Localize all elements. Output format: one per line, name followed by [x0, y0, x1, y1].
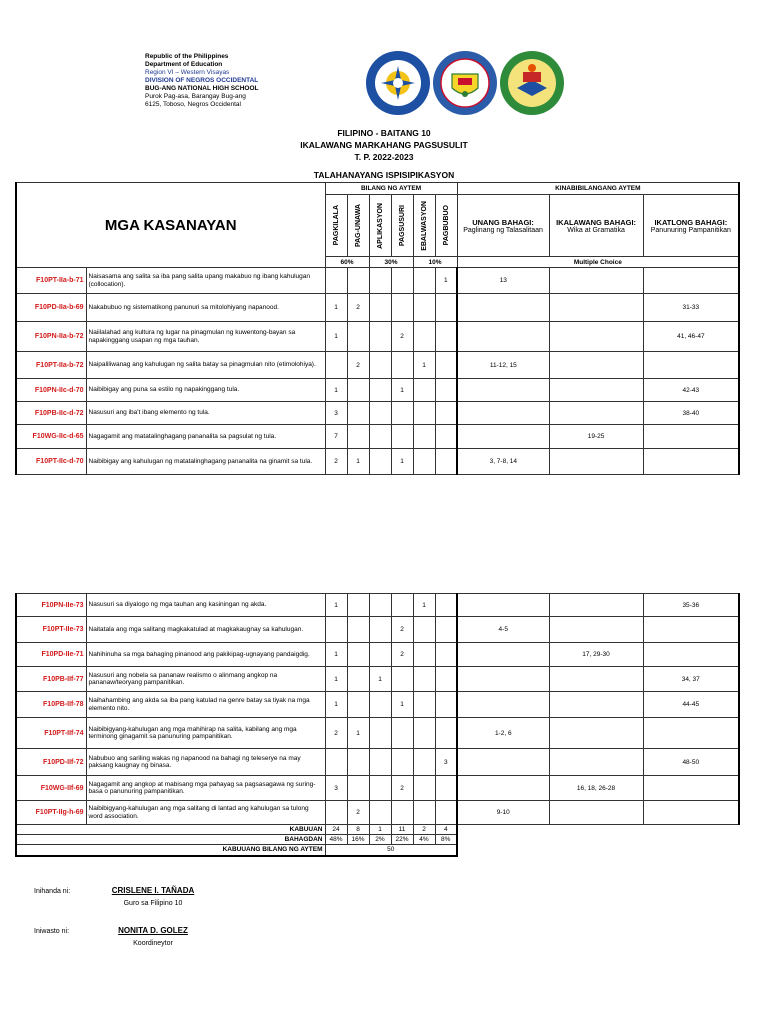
item-count: 1 — [413, 594, 435, 617]
item-count — [413, 402, 435, 425]
item-count — [347, 617, 369, 643]
ikatlong-bahagi-items: 35-36 — [643, 594, 739, 617]
ikatlong-bahagi-items: 44-45 — [643, 692, 739, 718]
bahagdan-value: 2% — [369, 835, 391, 845]
competency-text: Nagagamit ang angkop at mabisang mga pahayag sa pagsasagawa ng suring-basa o panunuring pampanitikan. — [86, 776, 325, 801]
table-row — [16, 379, 739, 402]
checked-block — [98, 926, 208, 947]
kabuuan-value: 24 — [325, 825, 347, 835]
competency-code: F10PB-IIc-d-72 — [16, 402, 86, 425]
competency-code: F10WG-IIf-69 — [16, 776, 86, 801]
item-count — [435, 352, 457, 379]
competency-code: F10PN-IIe-73 — [16, 594, 86, 617]
competency-text: Nabubuo ang sariling wakas ng napanood na bahagi ng teleserye na may paksang kaugnay ng binasa. — [86, 749, 325, 776]
bahagdan-value: 8% — [435, 835, 457, 845]
item-count — [369, 425, 391, 449]
item-count — [435, 402, 457, 425]
ikatlong-bahagi-items — [643, 425, 739, 449]
header-kasanayan: MGA KASANAYAN — [16, 183, 325, 268]
unang-bahagi-items: 4-5 — [457, 617, 549, 643]
item-count — [369, 749, 391, 776]
kabuuan-value: 11 — [391, 825, 413, 835]
unang-bahagi-items: 13 — [457, 268, 549, 294]
item-count — [347, 425, 369, 449]
col-pagbubuo: PAGBUBUO — [435, 195, 457, 257]
bahagdan-value: 4% — [413, 835, 435, 845]
competency-text: Naibibigay ang kahulugan ng matatalinghagang pananalita na ginamit sa tula. — [86, 449, 325, 475]
item-count — [435, 776, 457, 801]
unang-bahagi-items — [457, 379, 549, 402]
ikatlong-bahagi-items — [643, 718, 739, 749]
col-ikatlong-bahagi: IKATLONG BAHAGI: Panunuring Pampanitikan — [643, 195, 739, 257]
division-seal-logo — [432, 50, 498, 116]
ikalawang-bahagi-items — [549, 692, 643, 718]
ikalawang-bahagi-items — [549, 718, 643, 749]
item-count — [347, 379, 369, 402]
item-count — [347, 667, 369, 692]
table-row — [16, 718, 739, 749]
doc-title-year: T. P. 2022-2023 — [354, 152, 414, 162]
item-count — [413, 749, 435, 776]
ikalawang-bahagi-items — [549, 268, 643, 294]
item-count — [391, 801, 413, 825]
item-count: 1 — [325, 643, 347, 667]
total-items-value: 50 — [325, 845, 457, 856]
item-count — [413, 425, 435, 449]
item-count: 1 — [325, 692, 347, 718]
ikatlong-bahagi-items: 42-43 — [643, 379, 739, 402]
competency-code: F10PT-IIg-h-69 — [16, 801, 86, 825]
pct-10: 10% — [413, 257, 457, 268]
bahagdan-label: BAHAGDAN — [16, 835, 325, 845]
item-count — [391, 294, 413, 322]
item-count — [391, 425, 413, 449]
item-count — [413, 801, 435, 825]
ikatlong-bahagi-items: 31-33 — [643, 294, 739, 322]
ikalawang-bahagi-items — [549, 667, 643, 692]
item-count — [435, 294, 457, 322]
item-count: 1 — [325, 379, 347, 402]
competency-text: Naibibigay ang puna sa estilo ng napakinggang tula. — [86, 379, 325, 402]
competency-text: Naibibigyang-kahulugan ang mga salitang di lantad ang kahulugan sa tulong word association. — [86, 801, 325, 825]
item-count: 1 — [347, 718, 369, 749]
item-count — [347, 692, 369, 718]
item-count — [369, 352, 391, 379]
competency-code: F10PN-IIc-d-70 — [16, 379, 86, 402]
item-count: 2 — [347, 352, 369, 379]
header-line: Region VI – Western Visayas — [145, 69, 230, 76]
competency-code: F10PB-IIf-78 — [16, 692, 86, 718]
unang-bahagi-items: 11-12, 15 — [457, 352, 549, 379]
kabuuan-value: 1 — [369, 825, 391, 835]
ikalawang-bahagi-items: 17, 29-30 — [549, 643, 643, 667]
school-header — [145, 53, 259, 109]
table-row — [16, 617, 739, 643]
item-count — [369, 402, 391, 425]
unang-bahagi-items: 9-10 — [457, 801, 549, 825]
checked-role: Koordineytor — [133, 940, 173, 947]
item-count — [435, 692, 457, 718]
item-count — [369, 294, 391, 322]
item-count — [435, 718, 457, 749]
item-count — [369, 776, 391, 801]
kabuuan-value: 2 — [413, 825, 435, 835]
school-seal-logo — [499, 50, 565, 116]
item-count — [369, 643, 391, 667]
ikalawang-bahagi-items — [549, 449, 643, 475]
item-count — [325, 801, 347, 825]
item-count — [435, 322, 457, 352]
item-count — [391, 667, 413, 692]
item-count — [347, 776, 369, 801]
table-row — [16, 692, 739, 718]
competency-text: Naisasama ang salita sa iba pang salita upang makabuo ng ibang kahulugan (collocation). — [86, 268, 325, 294]
competency-code: F10PB-IIf-77 — [16, 667, 86, 692]
item-count — [435, 449, 457, 475]
unang-bahagi-items — [457, 402, 549, 425]
table-row — [16, 449, 739, 475]
item-count — [325, 749, 347, 776]
item-count — [413, 379, 435, 402]
ikalawang-bahagi-items — [549, 322, 643, 352]
competency-text: Naihahambing ang akda sa iba pang katulad na genre batay sa tiyak na mga elemento nito. — [86, 692, 325, 718]
unang-bahagi-items — [457, 667, 549, 692]
item-count — [347, 643, 369, 667]
table-row — [16, 268, 739, 294]
pct-60: 60% — [325, 257, 369, 268]
specification-table-1 — [15, 182, 740, 475]
item-count: 2 — [347, 294, 369, 322]
item-count — [413, 322, 435, 352]
ikatlong-bahagi-items — [643, 617, 739, 643]
item-count: 1 — [391, 379, 413, 402]
competency-code: F10WG-IIc-d-65 — [16, 425, 86, 449]
item-count — [369, 449, 391, 475]
doc-title-exam: IKALAWANG MARKAHANG PAGSUSULIT — [300, 140, 468, 150]
item-count — [369, 379, 391, 402]
competency-text: Naitatala ang mga salitang magkakatulad at magkakaugnay sa kahulugan. — [86, 617, 325, 643]
ikalawang-bahagi-items — [549, 801, 643, 825]
unang-bahagi-items — [457, 749, 549, 776]
header-line: Republic of the Philippines — [145, 53, 229, 60]
unang-bahagi-items — [457, 294, 549, 322]
item-count — [413, 667, 435, 692]
item-count — [347, 749, 369, 776]
specification-table-2 — [15, 593, 740, 857]
competency-code: F10PD-IIa-b-69 — [16, 294, 86, 322]
ikatlong-bahagi-items — [643, 776, 739, 801]
item-count — [435, 594, 457, 617]
deped-seal-logo — [365, 50, 431, 116]
item-count — [413, 449, 435, 475]
item-count: 2 — [347, 801, 369, 825]
doc-title-subject: FILIPINO - BAITANG 10 — [337, 128, 431, 138]
item-count — [347, 594, 369, 617]
item-count: 3 — [325, 402, 347, 425]
table-row — [16, 776, 739, 801]
ikalawang-bahagi-items — [549, 617, 643, 643]
col-ebalwasyon: EBALWASYON — [413, 195, 435, 257]
unang-bahagi-items — [457, 643, 549, 667]
table-row — [16, 294, 739, 322]
prepared-block — [98, 886, 208, 907]
item-count — [413, 268, 435, 294]
ikatlong-bahagi-items: 48-50 — [643, 749, 739, 776]
table-row — [16, 402, 739, 425]
item-count — [391, 594, 413, 617]
header-line: Department of Education — [145, 61, 223, 68]
item-count — [369, 801, 391, 825]
col-unang-bahagi: UNANG BAHAGI: Paglinang ng Talasalitaan — [457, 195, 549, 257]
competency-code: F10PT-IIf-74 — [16, 718, 86, 749]
item-count — [369, 692, 391, 718]
ikatlong-bahagi-items — [643, 643, 739, 667]
competency-text: Naipaliliwanag ang kahulugan ng salita batay sa pinagmulan nito (etimolohiya). — [86, 352, 325, 379]
kabuuan-value: 8 — [347, 825, 369, 835]
kabuuan-value: 4 — [435, 825, 457, 835]
item-count — [413, 718, 435, 749]
item-count — [435, 801, 457, 825]
ikalawang-bahagi-items — [549, 352, 643, 379]
item-count — [435, 617, 457, 643]
bahagdan-value: 16% — [347, 835, 369, 845]
competency-code: F10PD-IIf-72 — [16, 749, 86, 776]
item-count: 1 — [347, 449, 369, 475]
prepared-label: Inihanda ni: — [34, 888, 71, 895]
prepared-name: CRISLENE I. TAÑADA — [111, 886, 195, 895]
prepared-role: Guro sa Filipino 10 — [123, 900, 183, 907]
header-line: BUG-ANG NATIONAL HIGH SCHOOL — [145, 85, 259, 92]
multiple-choice-label: Multiple Choice — [457, 257, 739, 268]
checked-label: Iniwasto ni: — [34, 928, 70, 935]
item-count: 3 — [325, 776, 347, 801]
item-count: 1 — [325, 594, 347, 617]
item-count — [413, 617, 435, 643]
competency-text: Naibibigyang-kahulugan ang mga mahihirap na salita, kabilang ang mga terminong ginagamit sa panunuring pampanitikan. — [86, 718, 325, 749]
item-count: 2 — [391, 776, 413, 801]
item-count: 7 — [325, 425, 347, 449]
item-count — [435, 425, 457, 449]
ikalawang-bahagi-items — [549, 594, 643, 617]
header-line: DIVISION OF NEGROS OCCIDENTAL — [145, 77, 259, 84]
ikalawang-bahagi-items — [549, 749, 643, 776]
ikalawang-bahagi-items — [549, 402, 643, 425]
table-row — [16, 322, 739, 352]
competency-code: F10PT-IIc-d-70 — [16, 449, 86, 475]
item-count — [413, 776, 435, 801]
item-count — [435, 667, 457, 692]
item-count — [391, 402, 413, 425]
item-count — [391, 749, 413, 776]
ikatlong-bahagi-items: 34, 37 — [643, 667, 739, 692]
col-ikalawang-bahagi: IKALAWANG BAHAGI: Wika at Gramatika — [549, 195, 643, 257]
item-count: 2 — [391, 322, 413, 352]
ikatlong-bahagi-items: 38-40 — [643, 402, 739, 425]
col-pagkilala: PAGKILALA — [325, 195, 347, 257]
ikatlong-bahagi-items — [643, 352, 739, 379]
doc-title-table: TALAHANAYANG ISPISIPIKASYON — [313, 170, 455, 180]
table-row — [16, 801, 739, 825]
item-count — [391, 718, 413, 749]
header-line: 6125, Toboso, Negros Occidental — [145, 101, 241, 108]
item-count — [369, 322, 391, 352]
checked-name: NONITA D. GOLEZ — [118, 926, 188, 935]
item-count — [325, 352, 347, 379]
table-row — [16, 594, 739, 617]
item-count — [391, 268, 413, 294]
header-kinabibilangang: KINABIBILANGANG AYTEM — [457, 183, 739, 195]
item-count — [347, 402, 369, 425]
item-count — [413, 294, 435, 322]
item-count: 2 — [325, 449, 347, 475]
competency-text: Nasusuri sa diyalogo ng mga tauhan ang kasiningan ng akda. — [86, 594, 325, 617]
competency-text: Nagagamit ang matatalinghagang pananalita sa pagsulat ng tula. — [86, 425, 325, 449]
item-count: 2 — [391, 643, 413, 667]
col-pagsusuri: PAGSUSURI — [391, 195, 413, 257]
ikalawang-bahagi-items — [549, 294, 643, 322]
table-row — [16, 667, 739, 692]
header-bilang: BILANG NG AYTEM — [325, 183, 457, 195]
item-count — [435, 643, 457, 667]
unang-bahagi-items — [457, 776, 549, 801]
competency-code: F10PT-IIa-b-72 — [16, 352, 86, 379]
unang-bahagi-items — [457, 692, 549, 718]
ikatlong-bahagi-items — [643, 801, 739, 825]
item-count — [325, 617, 347, 643]
competency-code: F10PD-IIe-71 — [16, 643, 86, 667]
table-row — [16, 749, 739, 776]
item-count — [391, 352, 413, 379]
pct-30: 30% — [369, 257, 413, 268]
kabuuan-label: KABUUAN — [16, 825, 325, 835]
table-row — [16, 643, 739, 667]
competency-code: F10PT-IIe-73 — [16, 617, 86, 643]
ikalawang-bahagi-items: 19-25 — [549, 425, 643, 449]
bahagdan-value: 22% — [391, 835, 413, 845]
unang-bahagi-items: 3, 7-8, 14 — [457, 449, 549, 475]
competency-code: F10PN-IIa-b-72 — [16, 322, 86, 352]
col-aplikasyon: APLIKASYON — [369, 195, 391, 257]
competency-code: F10PT-IIa-b-71 — [16, 268, 86, 294]
ikatlong-bahagi-items: 41, 46-47 — [643, 322, 739, 352]
item-count: 1 — [369, 667, 391, 692]
ikatlong-bahagi-items — [643, 449, 739, 475]
item-count: 1 — [325, 322, 347, 352]
item-count — [413, 643, 435, 667]
item-count — [369, 268, 391, 294]
item-count: 1 — [391, 449, 413, 475]
item-count: 1 — [413, 352, 435, 379]
competency-text: Nasusuri ang nobela sa pananaw realismo o alinmang angkop na pananaw/teoryang pampanitikan. — [86, 667, 325, 692]
item-count: 3 — [435, 749, 457, 776]
competency-text: Nahihinuha sa mga bahaging pinanood ang pakikipag-ugnayang pandaigdig. — [86, 643, 325, 667]
header-line: Purok Pag-asa, Barangay Bug-ang — [145, 93, 246, 100]
item-count — [369, 718, 391, 749]
item-count: 1 — [325, 294, 347, 322]
unang-bahagi-items: 1-2, 6 — [457, 718, 549, 749]
ikalawang-bahagi-items — [549, 379, 643, 402]
bahagdan-value: 48% — [325, 835, 347, 845]
item-count: 1 — [435, 268, 457, 294]
unang-bahagi-items — [457, 594, 549, 617]
unang-bahagi-items — [457, 322, 549, 352]
item-count — [347, 322, 369, 352]
ikatlong-bahagi-items — [643, 268, 739, 294]
item-count — [369, 617, 391, 643]
item-count: 2 — [391, 617, 413, 643]
competency-text: Naiilalahad ang kultura ng lugar na pinagmulan ng kuwentong-bayan sa napakinggang usapan ng mga tauhan. — [86, 322, 325, 352]
table-row — [16, 425, 739, 449]
total-items-label: KABUUANG BILANG NG AYTEM — [16, 845, 325, 856]
competency-text: Nasusuri ang iba't ibang elemento ng tula. — [86, 402, 325, 425]
item-count — [369, 594, 391, 617]
item-count: 1 — [325, 667, 347, 692]
competency-text: Nakabubuo ng sistematikong panunuri sa mitolohiyang napanood. — [86, 294, 325, 322]
table-row — [16, 352, 739, 379]
item-count: 1 — [391, 692, 413, 718]
item-count — [413, 692, 435, 718]
item-count: 2 — [325, 718, 347, 749]
col-pag-unawa: PAG-UNAWA — [347, 195, 369, 257]
item-count — [325, 268, 347, 294]
ikalawang-bahagi-items: 16, 18, 26-28 — [549, 776, 643, 801]
item-count — [435, 379, 457, 402]
unang-bahagi-items — [457, 425, 549, 449]
item-count — [347, 268, 369, 294]
